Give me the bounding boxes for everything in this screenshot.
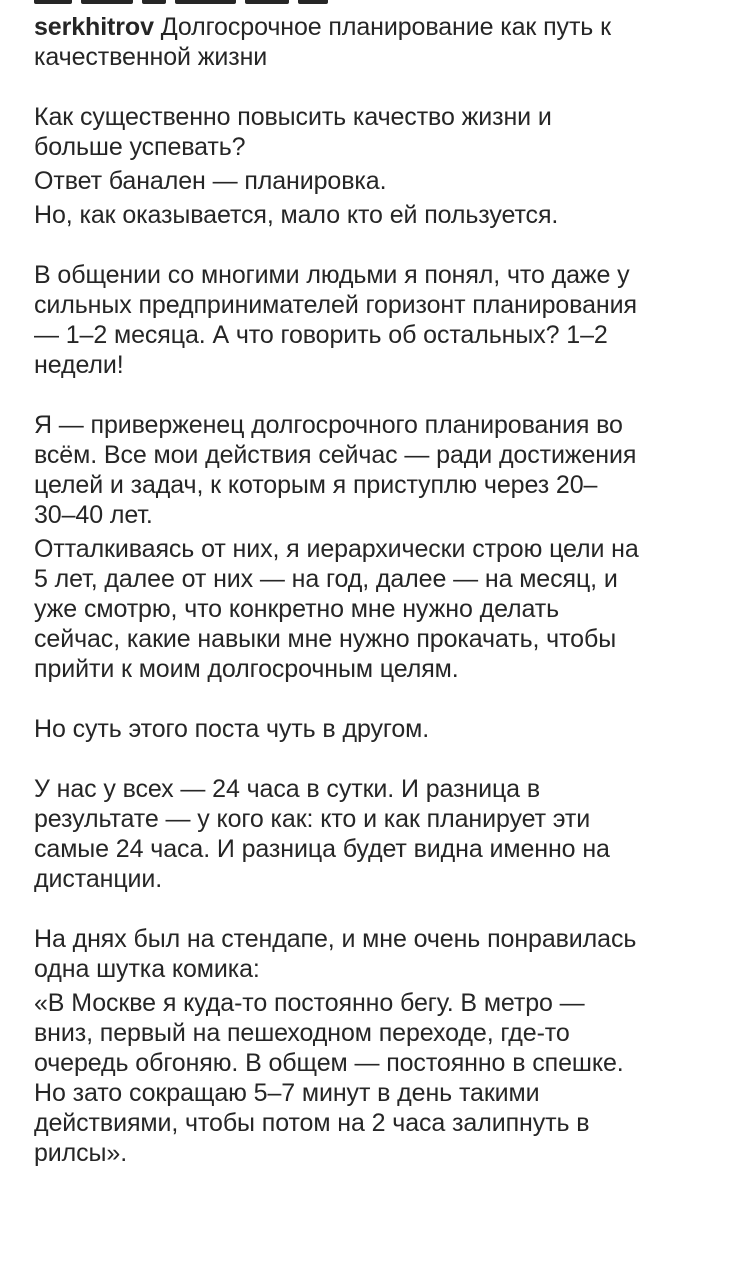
caption-paragraph-4: В общении со многими людьми я понял, что даже у сильных предпринимателей горизонт планирования — 1–2 месяца. А что говорить об остальных? 1–2 недели!	[34, 261, 637, 379]
caption-paragraph-1: Как существенно повысить качество жизни и больше успевать?	[34, 103, 552, 161]
caption-paragraph-2: Ответ банален — планировка.	[34, 167, 387, 195]
cut-off-previous-text	[34, 0, 384, 4]
caption-paragraph-6: Отталкиваясь от них, я иерархически строю цели на 5 лет, далее от них — на год, далее — на месяц, и уже смотрю, что конкретно мне нужно делать сейчас, какие навыки мне нужно прокачать, чтобы прийти к моим долгосрочным целям.	[34, 535, 639, 683]
caption-paragraph-9: На днях был на стендапе, и мне очень понравилась одна шутка комика:	[34, 925, 637, 983]
username-link[interactable]: serkhitrov	[34, 13, 154, 41]
caption-paragraph-10: «В Москве я куда-то постоянно бегу. В метро — вниз, первый на пешеходном переходе, где-то очередь обгоняю. В общем — постоянно в спешке. Но зато сокращаю 5–7 минут в день такими действиями, чтобы потом на 2 часа залипнуть в рилсы».	[34, 989, 624, 1167]
caption-paragraph-7: Но суть этого поста чуть в другом.	[34, 715, 430, 743]
caption-paragraph-3: Но, как оказывается, мало кто ей пользуется.	[34, 201, 559, 229]
caption-header	[34, 12, 724, 72]
post-caption	[34, 12, 724, 1168]
post-title: Долгосрочное планирование как путь к качественной жизни	[34, 13, 611, 71]
caption-paragraph-5: Я — приверженец долгосрочного планирования во всём. Все мои действия сейчас — ради достижения целей и задач, к которым я приступлю через 20– 30–40 лет.	[34, 411, 637, 529]
caption-paragraph-8: У нас у всех — 24 часа в сутки. И разница в результате — у кого как: кто и как планирует эти самые 24 часа. И разница будет видна именно на дистанции.	[34, 775, 610, 893]
